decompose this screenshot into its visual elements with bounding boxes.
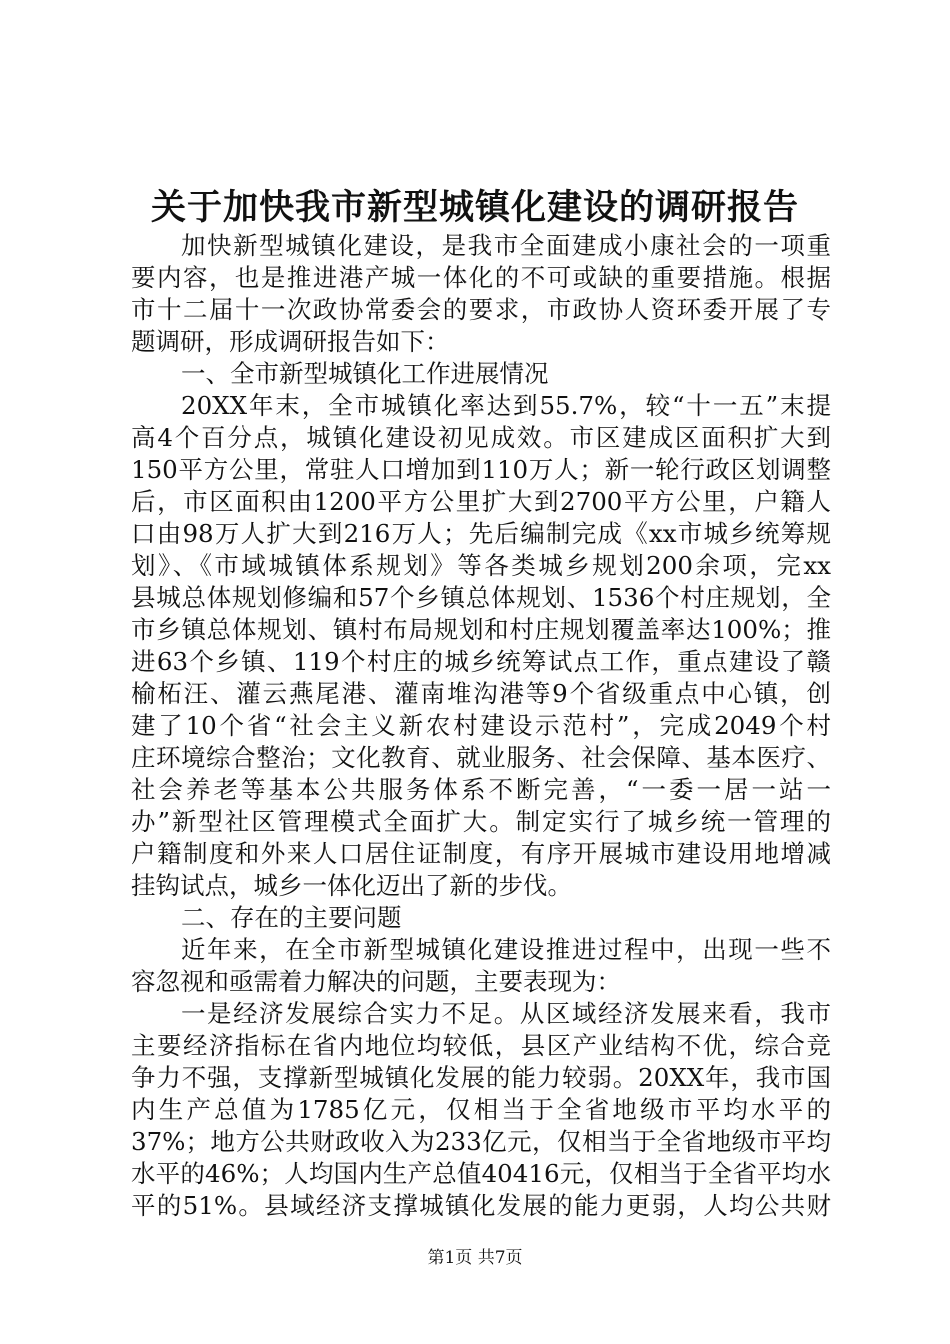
text-line: 户籍制度和外来人口居住证制度，有序开展城市建设用地增减 [131,839,831,868]
text-line: 办”新型社区管理模式全面扩大。制定实行了城乡统一管理的 [131,807,831,836]
text-line: 县城总体规划修编和57个乡镇总体规划、1536个村庄规划，全 [131,583,831,612]
text-line: 后，市区面积由1200平方公里扩大到2700平方公里，户籍人 [131,487,831,516]
text-line: 社会养老等基本公共服务体系不断完善，“一委一居一站一 [131,775,831,804]
text-line: 口由98万人扩大到216万人；先后编制完成《xx市城乡统筹规 [131,519,831,548]
text-line: 20XX年末，全市城镇化率达到55.7%，较“十一五”末提 [181,391,831,420]
page-number: 第1页 共7页 [427,1248,523,1268]
text-line: 高4个百分点，城镇化建设初见成效。市区建成区面积扩大到 [131,423,831,452]
text-line: 榆柘汪、灌云燕尾港、灌南堆沟港等9个省级重点中心镇，创 [131,679,831,708]
text-line: 建了10个省“社会主义新农村建设示范村”，完成2049个村 [131,711,831,740]
text-line: 主要经济指标在省内地位均较低，县区产业结构不优，综合竞 [131,1031,831,1060]
text-line: 题调研，形成调研报告如下： [131,327,450,356]
text-line: 市十二届十一次政协常委会的要求，市政协人资环委开展了专 [131,295,831,324]
text-line: 市乡镇总体规划、镇村布局规划和村庄规划覆盖率达100%；推 [131,615,831,644]
document-title: 关于加快我市新型城镇化建设的调研报告 [150,187,799,228]
text-line: 庄环境综合整治；文化教育、就业服务、社会保障、基本医疗、 [131,743,831,772]
text-line: 挂钩试点，城乡一体化迈出了新的步伐。 [131,871,572,900]
text-line: 容忽视和亟需着力解决的问题，主要表现为： [131,967,621,996]
text-line: 37%；地方公共财政收入为233亿元，仅相当于全省地级市平均 [131,1127,831,1156]
text-line: 内生产总值为1785亿元，仅相当于全省地级市平均水平的 [131,1095,831,1124]
text-line: 一、全市新型城镇化工作进展情况 [181,359,549,388]
text-line: 争力不强，支撑新型城镇化发展的能力较弱。20XX年，我市国 [131,1063,831,1092]
text-line: 一是经济发展综合实力不足。从区域经济发展来看，我市 [181,999,831,1028]
text-line: 划》、《市域城镇体系规划》等各类城乡规划200余项，完xx [131,551,831,580]
text-line: 水平的46%；人均国内生产总值40416元，仅相当于全省平均水 [131,1159,831,1188]
text-line: 平的51%。县域经济支撑城镇化发展的能力更弱，人均公共财 [131,1191,831,1220]
document-body [131,230,831,1222]
text-line: 二、存在的主要问题 [181,903,402,932]
text-line: 近年来，在全市新型城镇化建设推进过程中，出现一些不 [181,935,831,964]
text-line: 加快新型城镇化建设，是我市全面建成小康社会的一项重 [181,231,831,260]
text-line: 进63个乡镇、119个村庄的城乡统筹试点工作，重点建设了赣 [131,647,831,676]
text-line: 要内容，也是推进港产城一体化的不可或缺的重要措施。根据 [131,263,831,292]
text-line: 150平方公里，常驻人口增加到110万人；新一轮行政区划调整 [131,455,831,484]
